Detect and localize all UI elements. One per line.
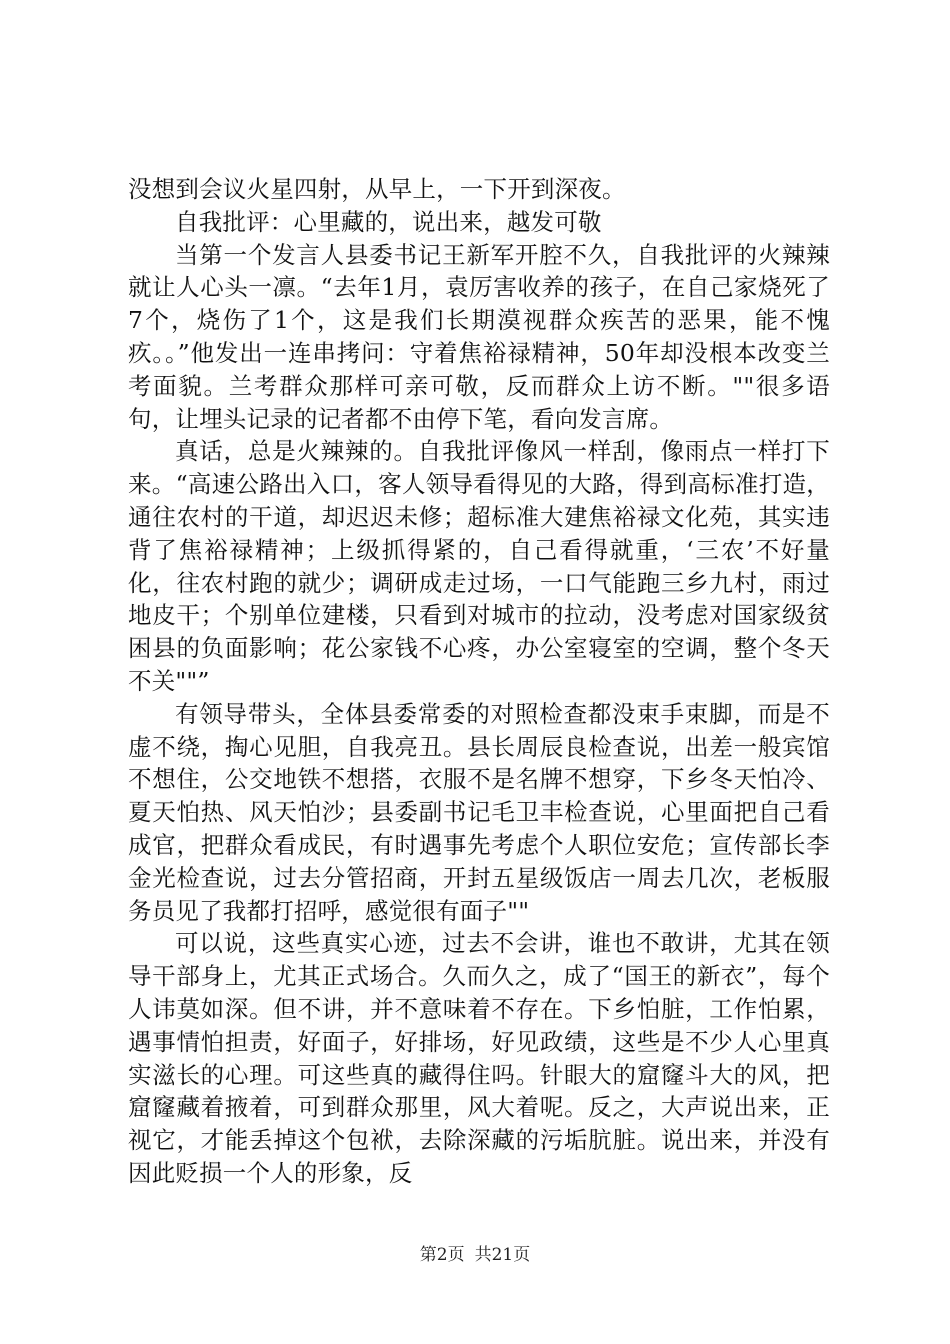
document-body bbox=[128, 173, 830, 1190]
page-total: 共21页 bbox=[474, 1245, 531, 1265]
page-number: 第2页 bbox=[419, 1245, 465, 1265]
paragraph: 当第一个发言人县委书记王新军开腔不久，自我批评的火辣辣就让人心头一凛。“去年1月，袁厉害收养的孩子，在自己家烧死了7个，烧伤了1个，这是我们长期漠视群众疾苦的恶果，能不愧疚。。”他发出一连串拷问：守着焦裕禄精神，50年却没根本改变兰考面貌。兰考群众那样可亲可敬，反而群众上访不断。""很多语句，让埋头记录的记者都不由停下笔，看向发言席。 bbox=[128, 240, 830, 433]
paragraph-continuation: 没想到会议火星四射，从早上，一下开到深夜。 bbox=[128, 175, 626, 203]
paragraph: 真话，总是火辣辣的。自我批评像风一样刮，像雨点一样打下来。“高速公路出入口，客人领导看得见的大路，得到高标准打造，通往农村的干道，却迟迟未修；超标准大建焦裕禄文化苑，其实违背了焦裕禄精神；上级抓得紧的，自己看得就重，‘三农’不好量化，往农村跑的就少；调研成走过场，一口气能跑三乡九村，雨过地皮干；个别单位建楼，只看到对城市的拉动，没考虑对国家级贫困县的负面影响；花公家钱不心疼，办公室寝室的空调，整个冬天不关""” bbox=[128, 437, 830, 695]
paragraph: 有领导带头，全体县委常委的对照检查都没束手束脚，而是不虚不绕，掏心见胆，自我亮丑。县长周辰良检查说，出差一般宾馆不想住，公交地铁不想搭，衣服不是名牌不想穿，下乡冬天怕冷、夏天怕热、风天怕沙；县委副书记毛卫丰检查说，心里面把自己看成官，把群众看成民，有时遇事先考虑个人职位安危；宣传部长李金光检查说，过去分管招商，开封五星级饭店一周去几次，老板服务员见了我都打招呼，感觉很有面子"" bbox=[128, 699, 830, 925]
section-heading: 自我批评：心里藏的，说出来，越发可敬 bbox=[175, 207, 602, 236]
page-footer bbox=[0, 1244, 950, 1266]
paragraph: 可以说，这些真实心迹，过去不会讲，谁也不敢讲，尤其在领导干部身上，尤其正式场合。久而久之，成了“国王的新衣”，每个人讳莫如深。但不讲，并不意味着不存在。下乡怕脏，工作怕累，遇事情怕担责，好面子，好排场，好见政绩，这些是不少人心里真实滋长的心理。可这些真的藏得住吗。针眼大的窟窿斗大的风，把窟窿藏着掖着，可到群众那里，风大着呢。反之，大声说出来，正视它，才能丢掉这个包袱，去除深藏的污垢肮脏。说出来，并没有因此贬损一个人的形象，反 bbox=[128, 929, 830, 1187]
